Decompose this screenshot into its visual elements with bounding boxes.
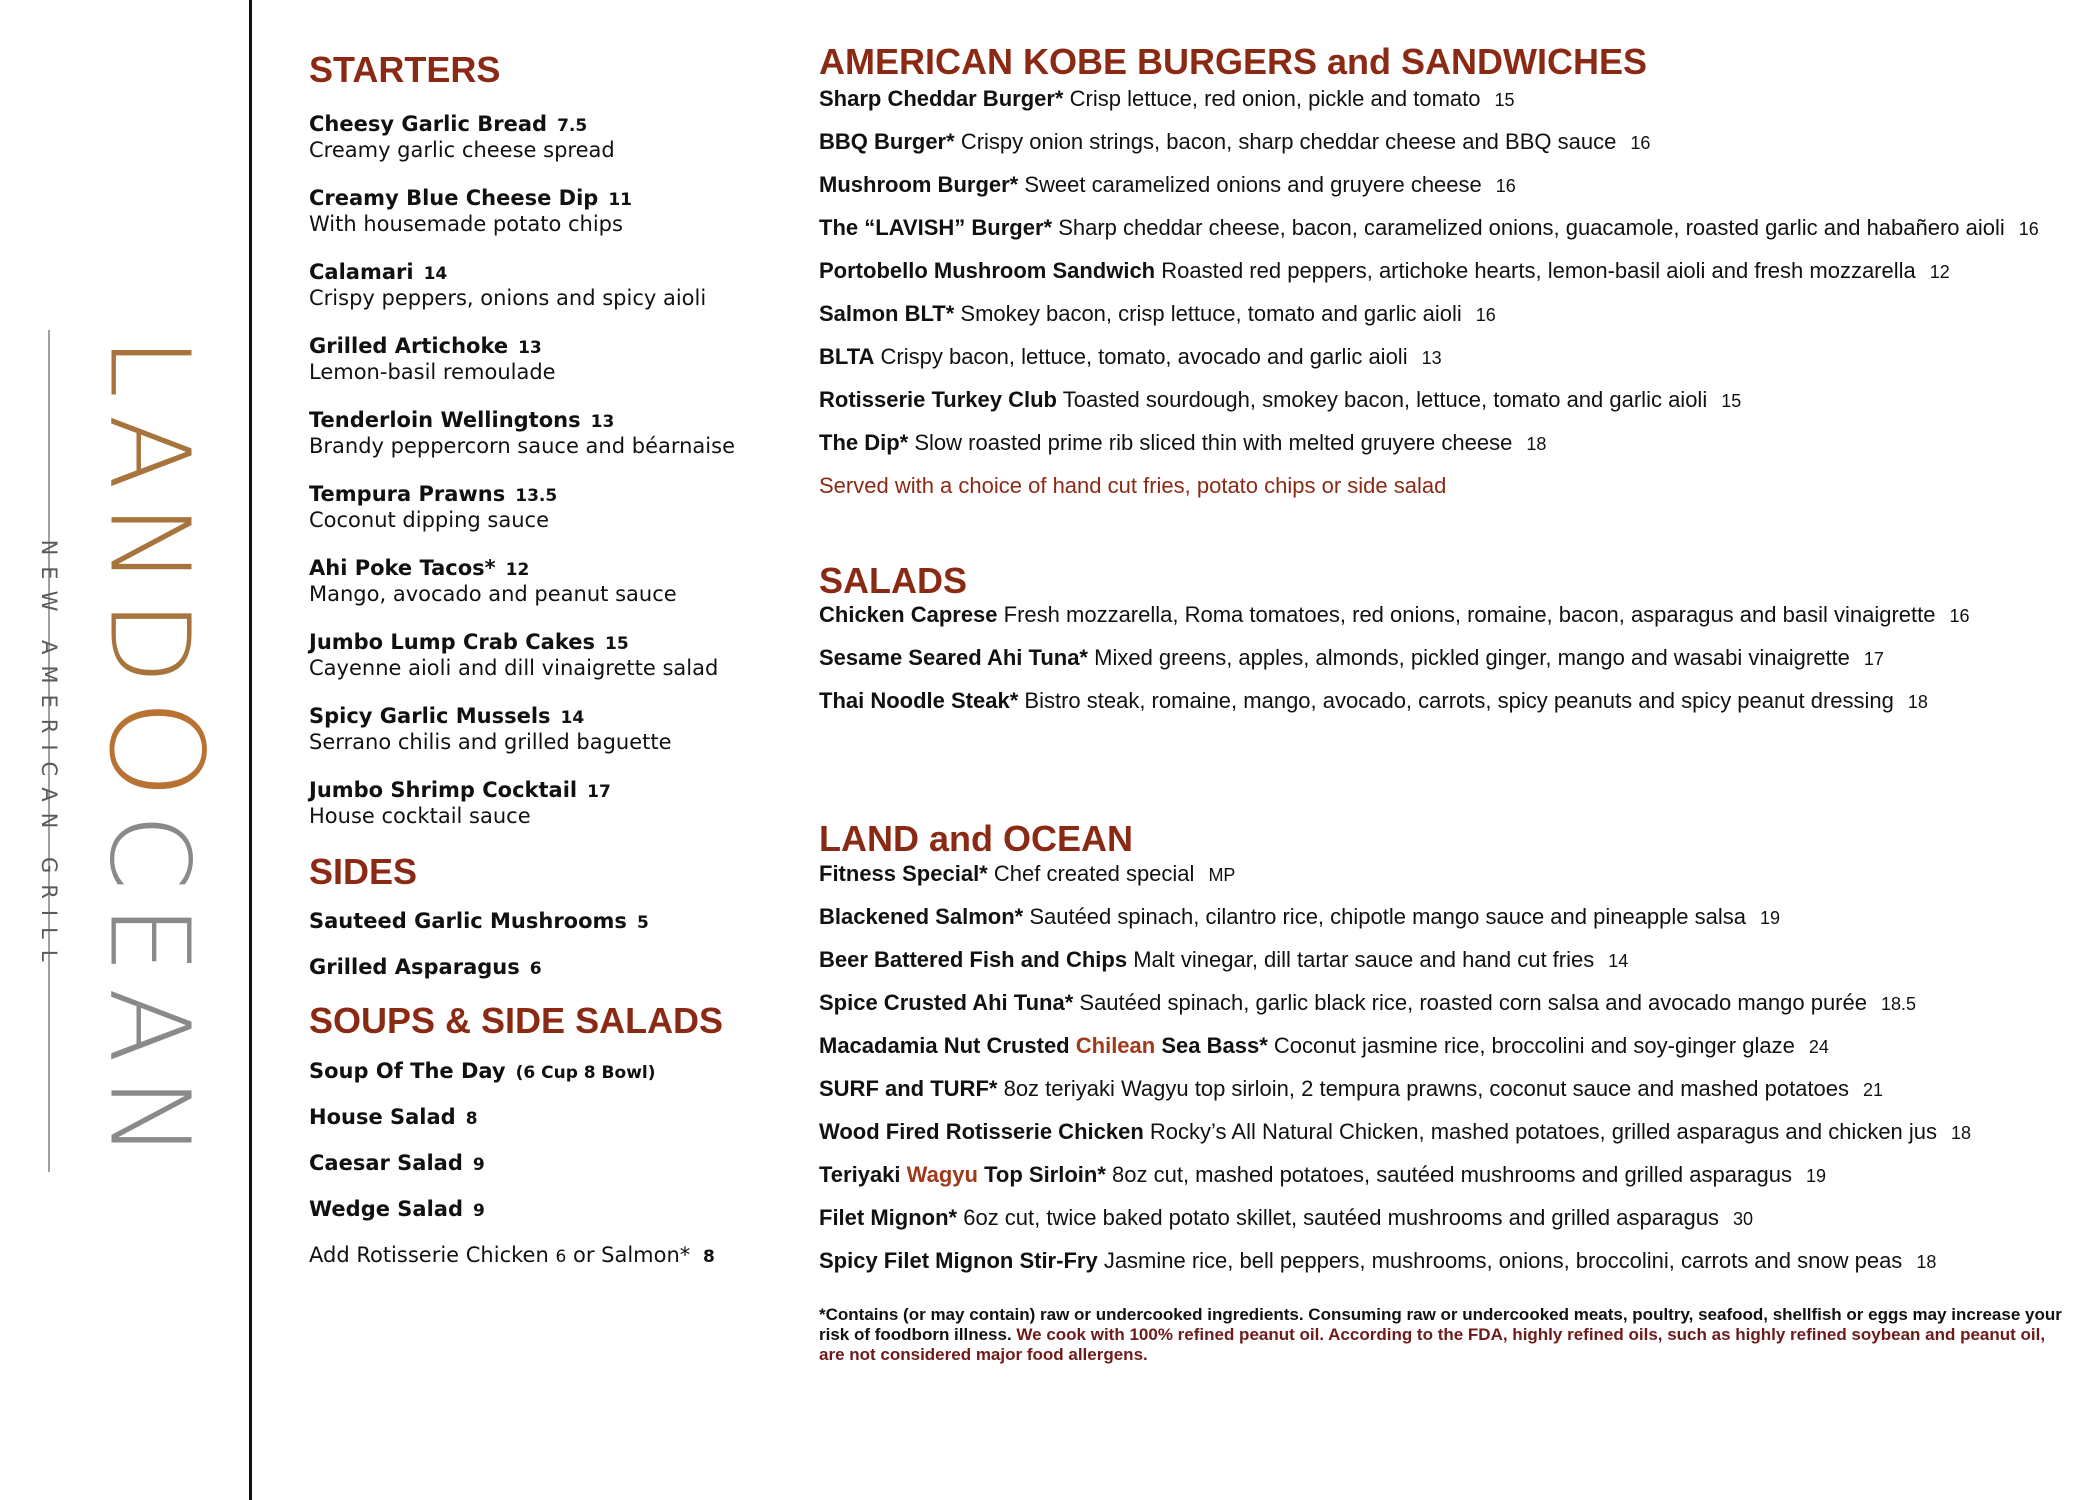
left-column bbox=[309, 50, 779, 1267]
item-price: 15 bbox=[604, 633, 629, 654]
item-name: Cheesy Garlic Bread bbox=[309, 111, 548, 136]
item-name-rest: Top Sirloin* bbox=[984, 1161, 1106, 1187]
starters-heading: STARTERS bbox=[309, 49, 501, 90]
item-description: Sautéed spinach, cilantro rice, chipotle mango sauce and pineapple salsa bbox=[1029, 903, 1746, 929]
item-title-line bbox=[309, 630, 779, 656]
menu-item bbox=[819, 645, 2089, 672]
item-price: 30 bbox=[1732, 1208, 1754, 1229]
burgers-heading: AMERICAN KOBE BURGERS and SANDWICHES bbox=[819, 41, 1648, 82]
menu-item bbox=[819, 1248, 2089, 1275]
menu-item bbox=[309, 186, 779, 236]
item-price: 16 bbox=[1495, 175, 1516, 196]
item-price: 18 bbox=[1526, 433, 1547, 454]
item-price: 16 bbox=[2018, 218, 2039, 239]
item-price: 18 bbox=[1951, 1122, 1972, 1143]
item-description: 8oz teriyaki Wagyu top sirloin, 2 tempura prawns, coconut sauce and mashed potatoes bbox=[1003, 1075, 1849, 1101]
item-price: 13 bbox=[1421, 347, 1442, 368]
brand-subtitle: NEW AMERICAN GRILL bbox=[37, 539, 61, 973]
land-ocean-heading: LAND and OCEAN bbox=[819, 818, 1133, 860]
item-name: BBQ Burger* bbox=[819, 128, 955, 154]
item-description: Mango, avocado and peanut sauce bbox=[309, 581, 677, 606]
menu-item bbox=[819, 129, 2089, 156]
item-price: 12 bbox=[1929, 261, 1950, 282]
menu-item bbox=[819, 1162, 2089, 1189]
footnote-red: We cook with 100% refined peanut oil. According to the FDA, highly refined oils, such as highly refined soybean and peanut oil, are not considered major food allergens. bbox=[819, 1324, 2046, 1364]
item-price: 7.5 bbox=[557, 115, 588, 136]
item-name: Spicy Garlic Mussels bbox=[309, 703, 551, 728]
right-column bbox=[819, 42, 2089, 1365]
item-description: With housemade potato chips bbox=[309, 211, 623, 236]
menu-item bbox=[309, 909, 779, 933]
item-price: 19 bbox=[1760, 907, 1781, 928]
menu-item bbox=[309, 778, 779, 828]
soups-heading: SOUPS & SIDE SALADS bbox=[309, 1000, 724, 1042]
item-description: 6oz cut, twice baked potato skillet, sautéed mushrooms and grilled asparagus bbox=[963, 1204, 1719, 1230]
item-price: 12 bbox=[505, 559, 530, 580]
item-name: Calamari bbox=[309, 259, 414, 284]
menu-item bbox=[309, 556, 779, 606]
item-price: 11 bbox=[608, 189, 633, 210]
item-price: 17 bbox=[587, 781, 611, 802]
item-name: Macadamia Nut Crusted bbox=[819, 1032, 1070, 1058]
add-on-line bbox=[309, 1243, 779, 1267]
item-price: 14 bbox=[423, 263, 448, 284]
item-name-accent: Chilean bbox=[1075, 1032, 1156, 1058]
item-name: Ahi Poke Tacos* bbox=[309, 555, 496, 580]
item-price: 13 bbox=[590, 411, 615, 432]
item-price: 14 bbox=[560, 707, 585, 728]
item-name: Soup Of The Day bbox=[309, 1058, 506, 1083]
menu-item bbox=[309, 408, 779, 458]
item-price: 18.5 bbox=[1880, 993, 1917, 1014]
menu-item bbox=[819, 387, 2089, 414]
menu-item bbox=[819, 258, 2089, 285]
menu-item bbox=[819, 602, 2089, 629]
item-title-line bbox=[309, 704, 779, 730]
item-description: Lemon-basil remoulade bbox=[309, 359, 556, 384]
menu-item bbox=[309, 334, 779, 384]
menu-item bbox=[819, 904, 2089, 931]
item-price: (6 Cup 8 Bowl) bbox=[515, 1062, 656, 1083]
item-price: 18 bbox=[1907, 692, 1928, 713]
item-description: Crispy bacon, lettuce, tomato, avocado and garlic aioli bbox=[880, 343, 1408, 369]
item-description: House cocktail sauce bbox=[309, 803, 531, 828]
item-name: Tenderloin Wellingtons bbox=[309, 407, 581, 432]
item-name: Caesar Salad bbox=[309, 1150, 463, 1175]
item-name: Blackened Salmon* bbox=[819, 903, 1024, 929]
item-title-line bbox=[309, 778, 779, 804]
item-name: House Salad bbox=[309, 1104, 456, 1129]
item-name-accent: Wagyu bbox=[906, 1161, 978, 1187]
menu-item bbox=[819, 172, 2089, 199]
item-description: Brandy peppercorn sauce and béarnaise bbox=[309, 433, 735, 458]
footnote-black: *Contains (or may contain) raw or undercooked ingredients. Consuming raw or undercooked meats, poultry, seafood, shellfish or eggs may increase your risk of foodborn illness. bbox=[819, 1304, 2062, 1344]
menu-item bbox=[819, 688, 2089, 715]
item-price: 15 bbox=[1721, 390, 1742, 411]
brand-sidebar bbox=[0, 0, 250, 1500]
item-name: Grilled Asparagus bbox=[309, 955, 520, 980]
item-title-line bbox=[309, 260, 779, 286]
item-description: Bistro steak, romaine, mango, avocado, carrots, spicy peanuts and spicy peanut dressing bbox=[1024, 688, 1894, 714]
item-price: 5 bbox=[636, 913, 649, 934]
item-description: Chef created special bbox=[993, 860, 1195, 886]
item-name: Jumbo Lump Crab Cakes bbox=[309, 629, 595, 654]
menu-item bbox=[819, 1119, 2089, 1146]
item-description: Smokey bacon, crisp lettuce, tomato and garlic aioli bbox=[960, 300, 1462, 326]
burgers-list bbox=[819, 86, 2089, 457]
item-price: 16 bbox=[1475, 304, 1496, 325]
menu-item bbox=[819, 344, 2089, 371]
item-price: 21 bbox=[1863, 1079, 1884, 1100]
item-name: Wedge Salad bbox=[309, 1196, 463, 1221]
item-title-line bbox=[309, 112, 779, 138]
item-price: 6 bbox=[529, 959, 542, 980]
menu-item bbox=[819, 947, 2089, 974]
item-description: Slow roasted prime rib sliced thin with melted gruyere cheese bbox=[914, 429, 1513, 455]
item-name: The “LAVISH” Burger* bbox=[819, 214, 1053, 240]
item-name: Sauteed Garlic Mushrooms bbox=[309, 909, 627, 934]
menu-item bbox=[819, 301, 2089, 328]
item-title-line bbox=[309, 334, 779, 360]
menu-item bbox=[819, 1205, 2089, 1232]
menu-item bbox=[309, 1151, 779, 1175]
item-description: Fresh mozzarella, Roma tomatoes, red onions, romaine, bacon, asparagus and basil vinaigrette bbox=[1003, 602, 1936, 628]
item-description: Coconut dipping sauce bbox=[309, 507, 549, 532]
item-description: Malt vinegar, dill tartar sauce and hand cut fries bbox=[1133, 946, 1595, 972]
starters-list bbox=[309, 112, 779, 828]
item-name: Fitness Special* bbox=[819, 860, 988, 886]
item-price: 9 bbox=[472, 1200, 485, 1221]
item-name: Teriyaki bbox=[819, 1161, 901, 1187]
item-name: BLTA bbox=[819, 343, 875, 369]
item-price: 16 bbox=[1630, 132, 1651, 153]
item-description: Toasted sourdough, smokey bacon, lettuce, tomato and garlic aioli bbox=[1062, 386, 1708, 412]
item-description: Coconut jasmine rice, broccolini and soy-ginger glaze bbox=[1273, 1032, 1795, 1058]
item-description: Serrano chilis and grilled baguette bbox=[309, 729, 672, 754]
add-on-salmon-price: 8 bbox=[702, 1246, 715, 1267]
item-name: Sharp Cheddar Burger* bbox=[819, 85, 1064, 111]
item-name: Rotisserie Turkey Club bbox=[819, 386, 1057, 412]
sides-heading: SIDES bbox=[309, 850, 418, 892]
item-price: MP bbox=[1208, 864, 1236, 885]
salads-list bbox=[819, 602, 2089, 715]
item-description: 8oz cut, mashed potatoes, sautéed mushrooms and grilled asparagus bbox=[1112, 1161, 1792, 1187]
item-description: Creamy garlic cheese spread bbox=[309, 137, 615, 162]
allergen-footnote bbox=[819, 1305, 2075, 1365]
menu-item bbox=[819, 215, 2089, 242]
item-description: Crispy peppers, onions and spicy aioli bbox=[309, 285, 707, 310]
item-description: Cayenne aioli and dill vinaigrette salad bbox=[309, 655, 719, 680]
item-price: 17 bbox=[1863, 649, 1884, 670]
item-description: Mixed greens, apples, almonds, pickled ginger, mango and wasabi vinaigrette bbox=[1094, 645, 1850, 671]
menu-item bbox=[309, 1059, 779, 1083]
item-description: Sweet caramelized onions and gruyere cheese bbox=[1024, 171, 1482, 197]
item-price: 9 bbox=[472, 1154, 485, 1175]
item-title-line bbox=[309, 556, 779, 582]
item-name: Portobello Mushroom Sandwich bbox=[819, 257, 1156, 283]
menu-item bbox=[819, 1033, 2089, 1060]
item-description: Rocky’s All Natural Chicken, mashed potatoes, grilled asparagus and chicken jus bbox=[1149, 1118, 1938, 1144]
menu-item bbox=[309, 1105, 779, 1129]
item-name: The Dip* bbox=[819, 429, 909, 455]
item-description: Crisp lettuce, red onion, pickle and tomato bbox=[1069, 85, 1481, 111]
menu-item bbox=[819, 430, 2089, 457]
item-price: 15 bbox=[1494, 89, 1515, 110]
item-description: Crispy onion strings, bacon, sharp cheddar cheese and BBQ sauce bbox=[960, 128, 1617, 154]
item-title-line bbox=[309, 482, 779, 508]
vertical-rule bbox=[249, 0, 252, 1500]
item-title-line bbox=[309, 186, 779, 212]
land-ocean-list bbox=[819, 861, 2089, 1275]
menu-item bbox=[309, 1197, 779, 1221]
item-name: Sesame Seared Ahi Tuna* bbox=[819, 645, 1088, 671]
menu-item bbox=[819, 990, 2089, 1017]
item-price: 8 bbox=[465, 1108, 478, 1129]
menu-item bbox=[309, 704, 779, 754]
brand-logo: LANDOCEAN bbox=[80, 336, 230, 1174]
menu-item bbox=[819, 86, 2089, 113]
item-name: Beer Battered Fish and Chips bbox=[819, 946, 1128, 972]
burgers-note: Served with a choice of hand cut fries, potato chips or side salad bbox=[819, 472, 1447, 498]
salads-heading: SALADS bbox=[819, 559, 968, 601]
item-price: 13 bbox=[518, 337, 542, 358]
menu-item bbox=[819, 861, 2089, 888]
item-name: Tempura Prawns bbox=[309, 481, 506, 506]
item-price: 24 bbox=[1808, 1036, 1829, 1057]
item-price: 18 bbox=[1916, 1251, 1937, 1272]
item-name: Thai Noodle Steak* bbox=[819, 688, 1019, 714]
item-name: Wood Fired Rotisserie Chicken bbox=[819, 1118, 1144, 1144]
item-name: Jumbo Shrimp Cocktail bbox=[309, 777, 578, 802]
item-description: Sharp cheddar cheese, bacon, caramelized onions, guacamole, roasted garlic and habañero aioli bbox=[1058, 214, 2005, 240]
item-name: Mushroom Burger* bbox=[819, 171, 1019, 197]
item-description: Roasted red peppers, artichoke hearts, lemon-basil aioli and fresh mozzarella bbox=[1161, 257, 1916, 283]
item-price: 16 bbox=[1949, 606, 1970, 627]
item-title-line bbox=[309, 408, 779, 434]
item-price: 14 bbox=[1608, 950, 1629, 971]
item-name: Salmon BLT* bbox=[819, 300, 955, 326]
item-price: 19 bbox=[1806, 1165, 1827, 1186]
menu-item bbox=[309, 260, 779, 310]
item-name: SURF and TURF* bbox=[819, 1075, 998, 1101]
item-name: Grilled Artichoke bbox=[309, 333, 509, 358]
menu-item bbox=[309, 955, 779, 979]
item-name-rest: Sea Bass* bbox=[1161, 1032, 1268, 1058]
item-name: Spicy Filet Mignon Stir-Fry bbox=[819, 1247, 1098, 1273]
item-description: Sautéed spinach, garlic black rice, roasted corn salsa and avocado mango purée bbox=[1079, 989, 1867, 1015]
menu-item bbox=[309, 630, 779, 680]
add-on-middle: or Salmon* bbox=[572, 1242, 691, 1267]
menu-item bbox=[309, 112, 779, 162]
item-name: Chicken Caprese bbox=[819, 602, 998, 628]
menu-item bbox=[819, 1076, 2089, 1103]
add-on-chicken-price: 6 bbox=[555, 1246, 567, 1267]
item-name: Creamy Blue Cheese Dip bbox=[309, 185, 599, 210]
item-name: Filet Mignon* bbox=[819, 1204, 958, 1230]
sides-list bbox=[309, 909, 779, 979]
item-price: 13.5 bbox=[515, 485, 558, 506]
add-on-prefix: Add Rotisserie Chicken bbox=[309, 1242, 549, 1267]
item-name: Spice Crusted Ahi Tuna* bbox=[819, 989, 1074, 1015]
item-description: Jasmine rice, bell peppers, mushrooms, onions, broccolini, carrots and snow peas bbox=[1103, 1247, 1903, 1273]
soups-list bbox=[309, 1059, 779, 1221]
menu-item bbox=[309, 482, 779, 532]
